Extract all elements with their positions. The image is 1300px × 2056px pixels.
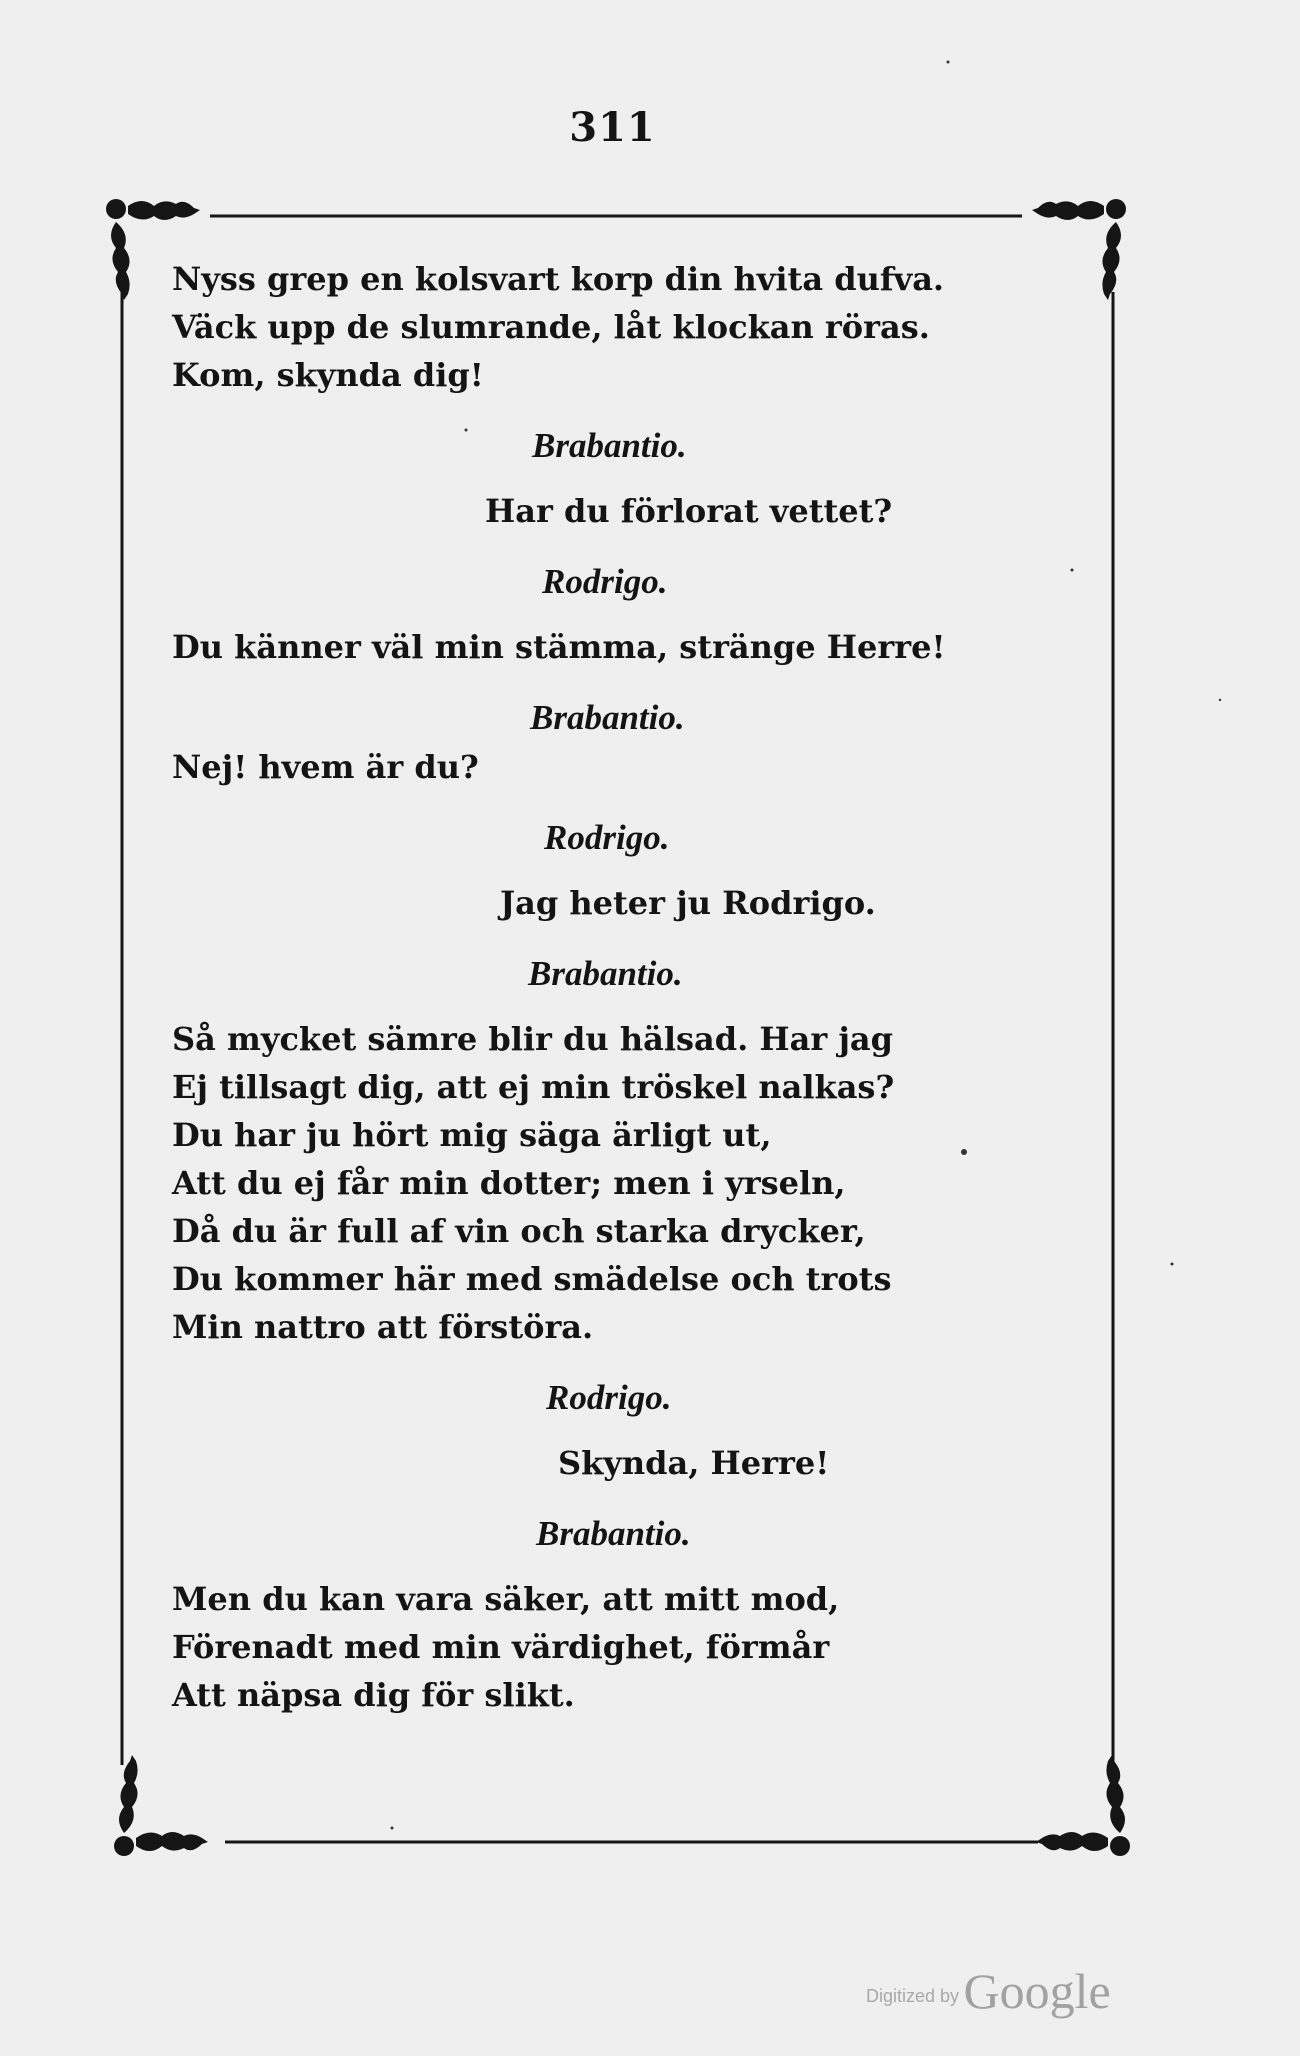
text-line: Men du kan vara säker, att mitt mod, bbox=[172, 1580, 840, 1618]
corner-ornament-bottom-left bbox=[114, 1755, 208, 1856]
text-line: Jag heter ju Rodrigo. bbox=[500, 884, 876, 922]
speaker-name: Rodrigo. bbox=[546, 1378, 672, 1417]
text-line: Väck upp de slumrande, låt klockan röras. bbox=[172, 308, 930, 346]
speaker-name: Brabantio. bbox=[536, 1514, 691, 1553]
text-line: Skynda, Herre! bbox=[558, 1444, 830, 1482]
page-number: 311 bbox=[569, 104, 656, 151]
text-line: Att näpsa dig för slikt. bbox=[172, 1676, 575, 1714]
text-line: Du kommer här med smädelse och trots bbox=[172, 1260, 892, 1298]
speaker-name: Rodrigo. bbox=[542, 562, 668, 601]
text-line: Har du förlorat vettet? bbox=[485, 492, 893, 530]
text-line: Nej! hvem är du? bbox=[172, 748, 479, 786]
speaker-name: Brabantio. bbox=[532, 426, 687, 465]
digitized-watermark bbox=[866, 1962, 1111, 2020]
text-line: Förenadt med min värdighet, förmår bbox=[172, 1628, 830, 1666]
text-line: Du har ju hört mig säga ärligt ut, bbox=[172, 1116, 772, 1154]
text-line: Ej tillsagt dig, att ej min tröskel nalkas? bbox=[172, 1068, 895, 1106]
corner-ornament-bottom-right bbox=[1036, 1755, 1130, 1856]
text-line: Du känner väl min stämma, stränge Herre! bbox=[172, 628, 946, 666]
speaker-name: Brabantio. bbox=[528, 954, 683, 993]
text-line: Kom, skynda dig! bbox=[172, 356, 484, 394]
text-line: Så mycket sämre blir du hälsad. Har jag bbox=[172, 1020, 894, 1058]
text-line: Då du är full af vin och starka drycker, bbox=[172, 1212, 866, 1250]
watermark-brand: Google bbox=[963, 1963, 1111, 2019]
text-line: Att du ej får min dotter; men i yrseln, bbox=[172, 1164, 846, 1202]
speaker-name: Rodrigo. bbox=[544, 818, 670, 857]
text-line: Min nattro att förstöra. bbox=[172, 1308, 594, 1346]
watermark-prefix: Digitized by bbox=[866, 1986, 960, 2006]
text-line: Nyss grep en kolsvart korp din hvita dufva. bbox=[172, 260, 945, 298]
speaker-name: Brabantio. bbox=[530, 698, 685, 737]
play-text bbox=[172, 255, 1072, 1719]
